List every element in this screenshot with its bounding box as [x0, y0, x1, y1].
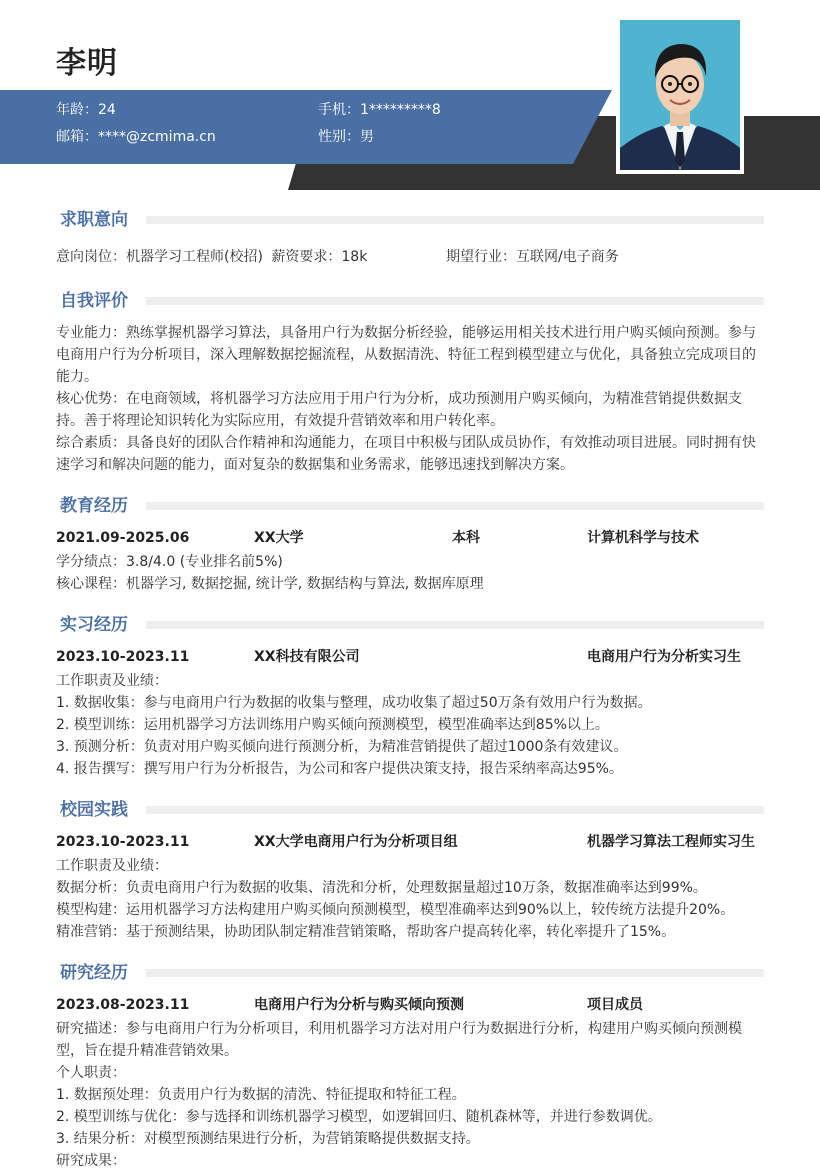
- education-degree: 本科: [452, 530, 480, 546]
- internship-role: 电商用户行为分析实习生: [587, 649, 741, 665]
- research-detail-line: 研究成果：: [56, 1153, 126, 1169]
- section-divider: [146, 806, 764, 814]
- section-divider: [146, 216, 764, 224]
- research-detail-line: 型，旨在提升精准营销效果。: [56, 1043, 238, 1059]
- intent-salary: 薪资要求：18k: [271, 249, 368, 265]
- section-title-campus: 校园实践: [60, 798, 136, 822]
- section-divider: [146, 621, 764, 629]
- research-header-row: [56, 994, 766, 1016]
- section-divider: [146, 969, 764, 977]
- self-eval-line: 能力。: [56, 369, 98, 385]
- self-eval-line: 电商用户行为分析项目，深入理解数据挖掘流程，从数据清洗、特征工程到模型建立与优化，具备独立完成项目的: [56, 347, 756, 363]
- self-eval-line: 核心优势：在电商领域，将机器学习方法应用于用户行为分析，成功预测用户购买倾向，为精准营销提供数据支: [56, 391, 742, 407]
- intent-position: 意向岗位：机器学习工程师(校招): [56, 249, 263, 265]
- internship-header-row: [56, 646, 766, 668]
- internship-company: XX科技有限公司: [254, 649, 360, 665]
- section-self-eval: [56, 289, 764, 313]
- research-detail-line: 1. 数据预处理：负责用户行为数据的清洗、特征提取和特征工程。: [56, 1087, 466, 1103]
- research-detail-line: 研究描述：参与电商用户行为分析项目，利用机器学习方法对用户行为数据进行分析，构建用户购买倾向预测模: [56, 1021, 742, 1037]
- section-divider: [146, 502, 764, 510]
- section-divider: [146, 297, 764, 305]
- self-eval-line: 专业能力：熟练掌握机器学习算法，具备用户行为数据分析经验，能够运用相关技术进行用户购买倾向预测。参与: [56, 325, 756, 341]
- internship-detail-line: 1. 数据收集：参与电商用户行为数据的收集与整理，成功收集了超过50万条有效用户行为数据。: [56, 695, 652, 711]
- education-header-row: [56, 527, 766, 549]
- campus-detail-line: 数据分析：负责电商用户行为数据的收集、清洗和分析，处理数据量超过10万条，数据准确率达到99%。: [56, 880, 707, 896]
- research-role: 项目成员: [587, 997, 643, 1013]
- campus-role: 机器学习算法工程师实习生: [587, 834, 755, 850]
- self-eval-line: 综合素质：具备良好的团队合作精神和沟通能力，在项目中积极与团队成员协作，有效推动项目进展。同时拥有快: [56, 435, 756, 451]
- section-internship: [56, 613, 764, 637]
- research-detail-line: 2. 模型训练与优化：参与选择和训练机器学习模型，如逻辑回归、随机森林等，并进行参数调优。: [56, 1109, 662, 1125]
- section-title-internship: 实习经历: [60, 613, 136, 637]
- research-detail-line: 3. 结果分析：对模型预测结果进行分析，为营销策略提供数据支持。: [56, 1131, 480, 1147]
- section-campus: [56, 798, 764, 822]
- research-project: 电商用户行为分析与购买倾向预测: [254, 997, 464, 1013]
- section-title-self-eval: 自我评价: [60, 289, 136, 313]
- campus-detail-line: 精准营销：基于预测结果，协助团队制定精准营销策略，帮助客户提高转化率，转化率提升了15%。: [56, 924, 676, 940]
- internship-detail-line: 2. 模型训练：运用机器学习方法训练用户购买倾向预测模型，模型准确率达到85%以上。: [56, 717, 609, 733]
- campus-org: XX大学电商用户行为分析项目组: [254, 834, 458, 850]
- resume-header: [0, 0, 820, 200]
- education-school: XX大学: [254, 530, 304, 546]
- campus-detail-line: 模型构建：运用机器学习方法构建用户购买倾向预测模型，模型准确率达到90%以上，较传统方法提升20%。: [56, 902, 735, 918]
- campus-header-row: [56, 831, 766, 853]
- section-title-research: 研究经历: [60, 961, 136, 985]
- internship-detail-line: 工作职责及业绩：: [56, 673, 168, 689]
- section-education: [56, 494, 764, 518]
- education-period: 2021.09-2025.06: [56, 530, 190, 546]
- age-info: 年龄：24: [56, 102, 116, 118]
- candidate-name: 李明: [56, 46, 118, 81]
- internship-detail-line: 3. 预测分析：负责对用户购买倾向进行预测分析，为精准营销提供了超过1000条有效建议。: [56, 739, 628, 755]
- education-detail-line: 核心课程：机器学习, 数据挖掘, 统计学, 数据结构与算法, 数据库原理: [56, 576, 484, 592]
- phone-info: 手机：1*********8: [318, 102, 441, 118]
- profile-photo: [620, 20, 740, 170]
- internship-detail-line: 4. 报告撰写：撰写用户行为分析报告，为公司和客户提供决策支持，报告采纳率高达95%。: [56, 761, 623, 777]
- email-info: 邮箱：****@zcmima.cn: [56, 129, 216, 145]
- portrait-illustration: [620, 20, 740, 170]
- self-eval-line: 速学习和解决问题的能力，面对复杂的数据集和业务需求，能够迅速找到解决方案。: [56, 457, 574, 473]
- section-intent: [56, 208, 764, 232]
- education-detail-line: 学分绩点：3.8/4.0 (专业排名前5%): [56, 554, 283, 570]
- intent-industry: 期望行业：互联网/电子商务: [446, 249, 619, 265]
- profile-photo-frame: [616, 16, 744, 174]
- section-title-intent: 求职意向: [60, 208, 136, 232]
- campus-period: 2023.10-2023.11: [56, 834, 190, 850]
- intent-row: [56, 246, 766, 268]
- gender-info: 性别：男: [318, 129, 374, 145]
- research-detail-line: 个人职责：: [56, 1065, 126, 1081]
- research-period: 2023.08-2023.11: [56, 997, 190, 1013]
- self-eval-line: 持。善于将理论知识转化为实际应用，有效提升营销效率和用户转化率。: [56, 413, 504, 429]
- section-title-education: 教育经历: [60, 494, 136, 518]
- section-research: [56, 961, 764, 985]
- education-major: 计算机科学与技术: [587, 530, 699, 546]
- internship-period: 2023.10-2023.11: [56, 649, 190, 665]
- campus-detail-line: 工作职责及业绩：: [56, 858, 168, 874]
